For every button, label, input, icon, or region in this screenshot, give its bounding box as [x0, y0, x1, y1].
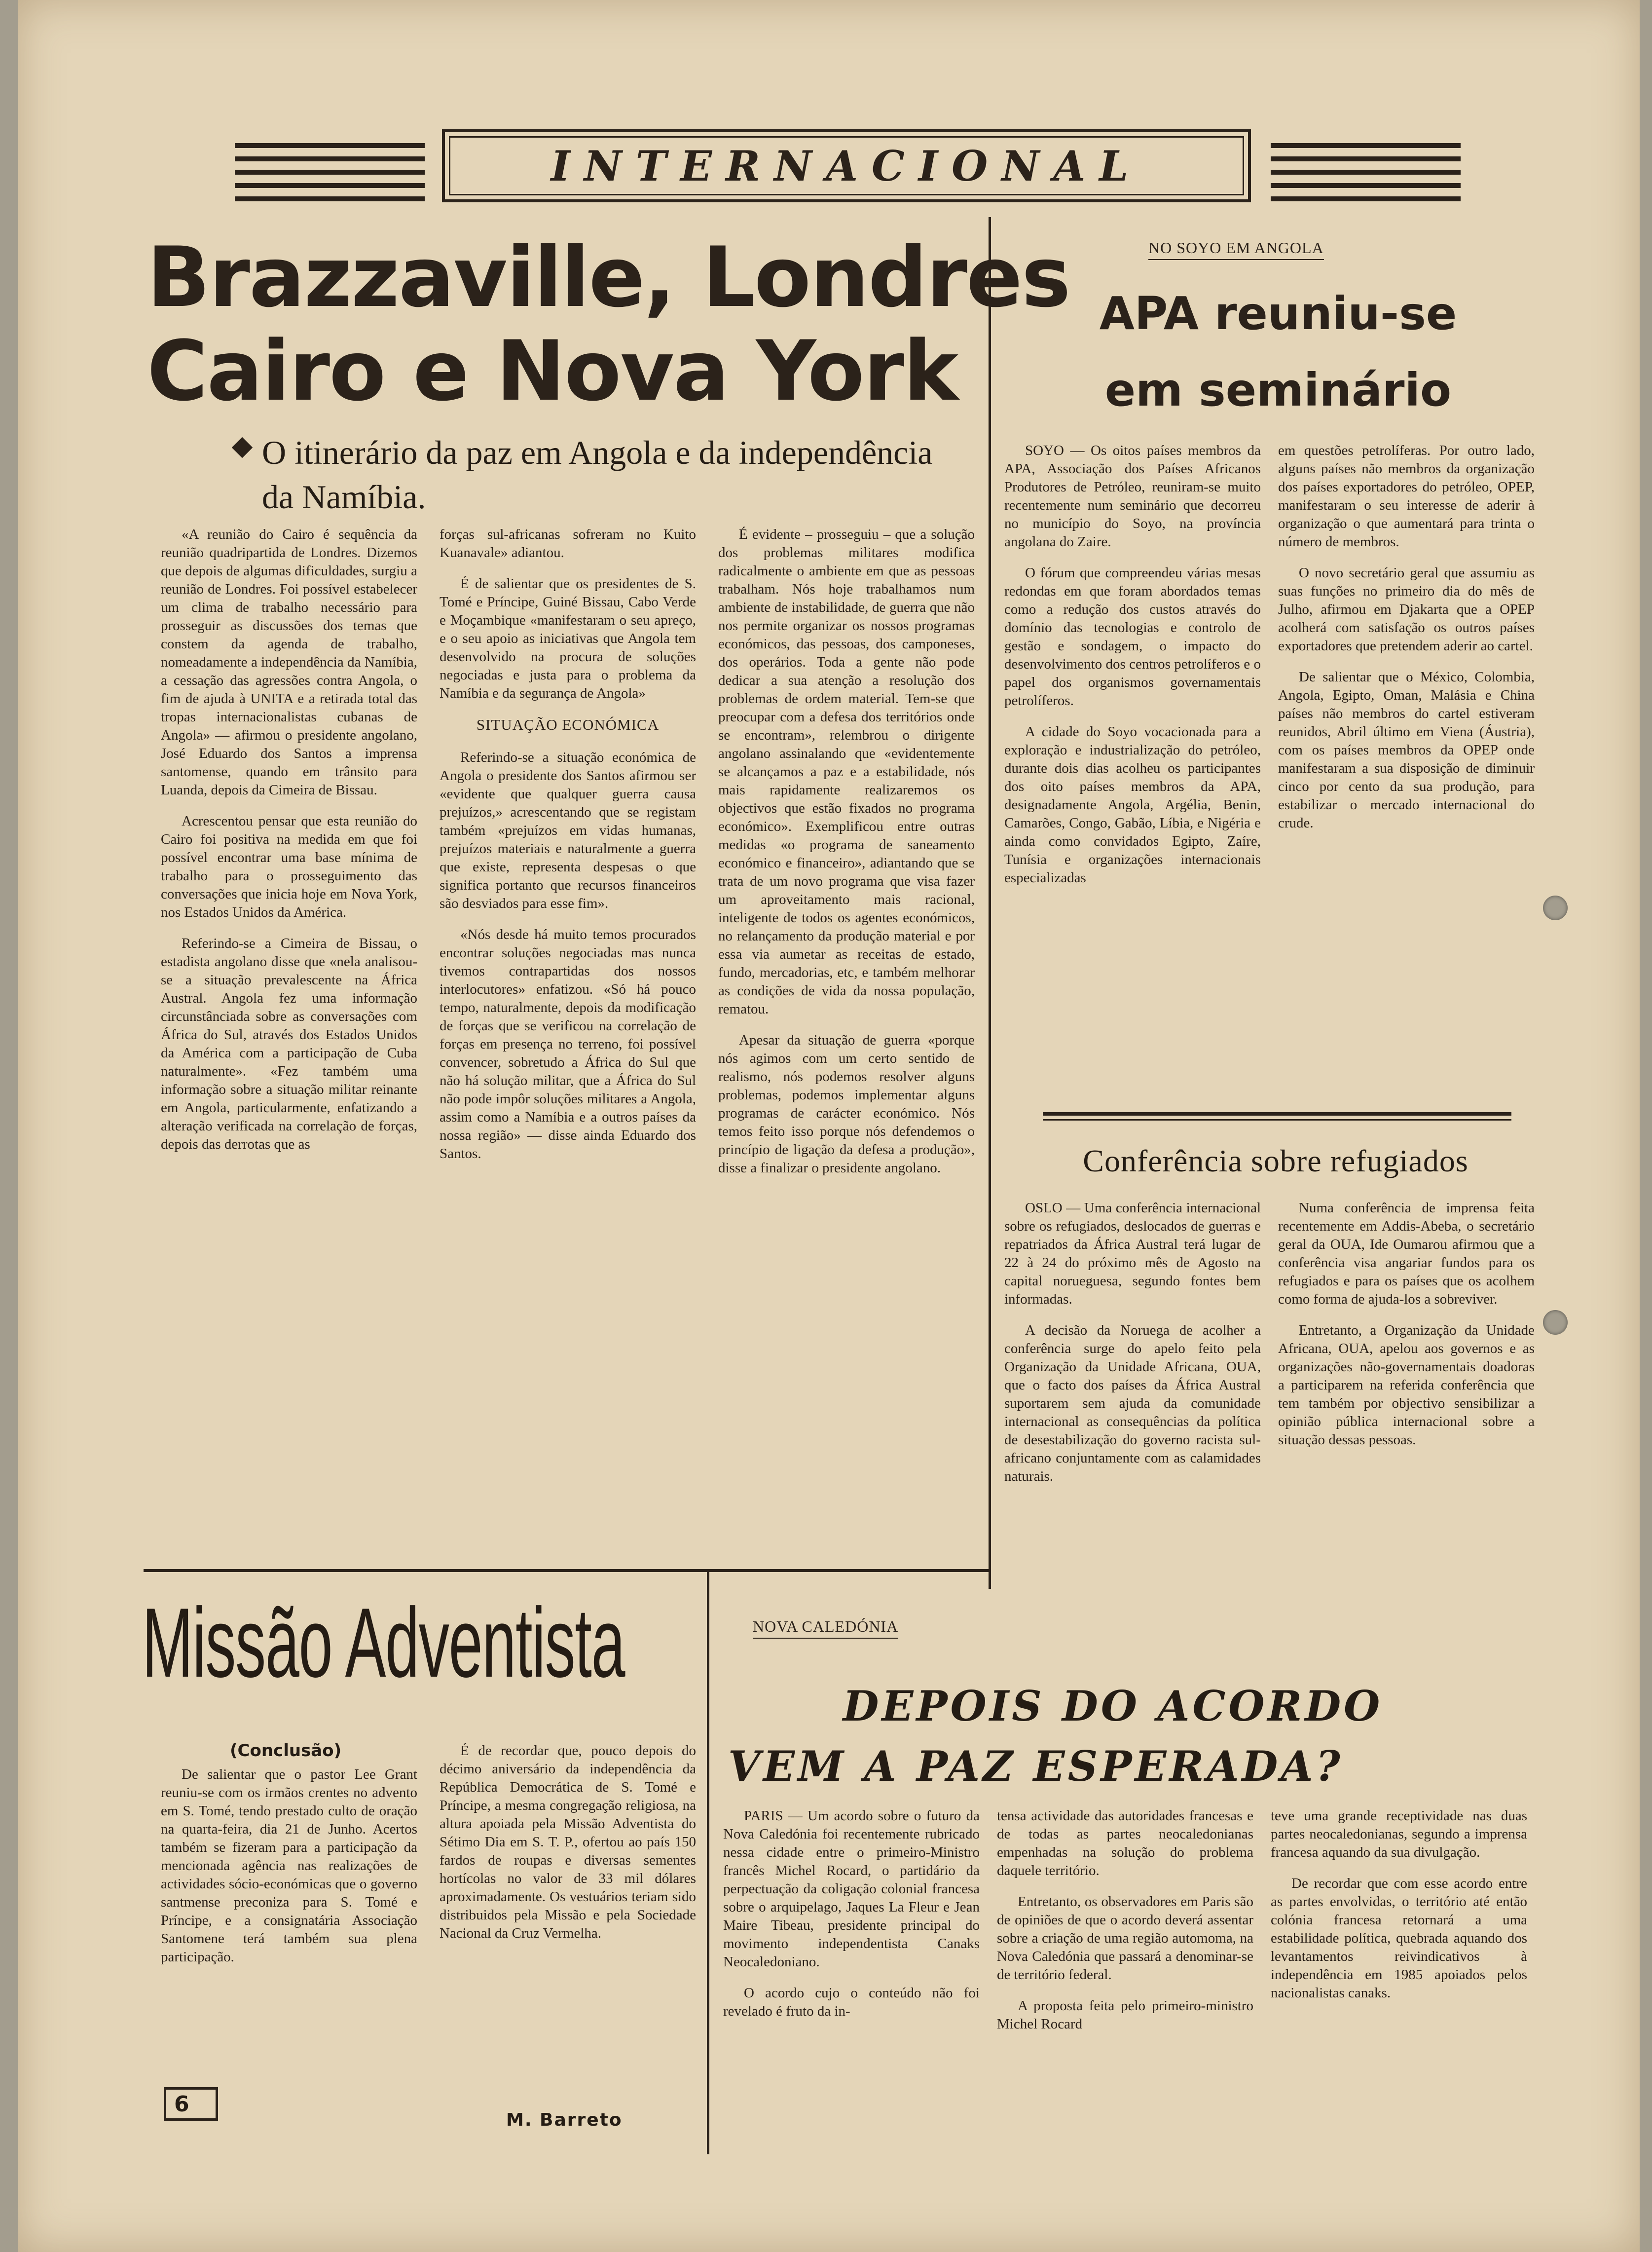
- page-number: 6: [164, 2087, 218, 2121]
- apa-c1-p2: O fórum que compreendeu várias mesas redondas em que foram abordados temas como a redução dos custos através do domínio das tecnologias e controlo de gestão e sondagem, o impacto do desenvolvimento dos centros petrolíferos e o papel dos organismos governamentais petrolíferos.: [1004, 565, 1261, 709]
- lead-c2-heading: SITUAÇÃO ECONÓMICA: [476, 716, 660, 733]
- ref-c1-p1: OSLO — Uma conferência internacional sobre os refugiados, deslocados de guerras e repatriados da África Austral terá lugar de 22 à 24 do próximo mês de Agosto na capital norueguesa, segundo fontes bem informadas.: [1004, 1200, 1261, 1307]
- lead-c2-p4: «Nós desde há muito temos procurados encontrar soluções negociadas mas nunca tivemos contrapartidas dos nossos interlocutores» enfatizou. «Só há pouco tempo, naturalmente, depois da modificação de forças que se verificou na correlação de forças em presença no terreno, foi possível convencer, sobretudo a África do Sul que não há solução militar, que a África do Sul não pode impôr soluções militares a Angola, assim como a Namíbia e a outros países da nossa região» — disse ainda Eduardo dos Santos.: [440, 927, 696, 1162]
- refugiados-headline: Conferência sobre refugiados: [1083, 1143, 1468, 1178]
- lead-c3-p1: É evidente – prosseguiu – que a solução dos problemas militares modifica radicalmente o ambiente em que as pessoas trabalham. Nós hoje trabalhamos num ambiente de instabilidade, de guerra que não nos permite organizar os nossos programas económicos, das pessoas, dos camponeses, dos operários. Toda a gente não pode dedicar a sua atenção a resolução dos problemas de ordem material. Tem-se que preocupar com a defesa dos territórios onde se encontram», relembrou o dirigente angolano assinalando que «evidentemente se alcançamos a paz e a estabilidade, nós mais rapidamente realizaremos os objectivos que estão fixados no programa económico». Exemplificou entre outras medidas «o programa de saneamento económico e financeiro», adiantando que se trata de um novo programa que visa fazer um aproveitamento mais racional, inteligente de todos os agentes económicos, no relançamento da produção material e por essa via aumetar as receitas de estado, fundo, mercadorias, etc, e também melhorar as condições de vida da nossa população, rematou.: [718, 526, 975, 1017]
- missao-subhead: (Conclusão): [230, 1741, 342, 1761]
- ref-c1-p2: A decisão da Noruega de acolher a conferência surge do apelo feito pela Organização da Unidade Africana, OUA, que o facto dos países da África Austral suportarem sem ajuda da comunidade internacional as consequências da política de desestabilização do governo racista sul-africano conjuntamente com as calamidades naturais.: [1004, 1322, 1261, 1484]
- lead-c2-p1: forças sul-africanas sofreram no Kuito Kuanavale» adiantou.: [440, 526, 696, 561]
- missao-column-2: [440, 1742, 696, 1955]
- lead-headline-line1: Brazzaville, Londres: [147, 229, 1070, 326]
- section-banner: [442, 129, 1251, 202]
- apa-column-1: [1004, 442, 1261, 900]
- ref-c2-p2: Entretanto, a Organização da Unidade Africana, OUA, apelou aos governos e as organizações não-governamentais doadoras a participarem na referida conferência que tem também por objectivo sensibilizar a opinião pública internacional sobre a situação dessas pessoas.: [1278, 1322, 1535, 1448]
- apa-column-2: [1278, 442, 1535, 845]
- lead-column-3: [718, 525, 975, 1190]
- apa-c1-p1: SOYO — Os oitos países membros da APA, Associação dos Países Africanos Produtores de Petróleo, reuniram-se muito recentemente num seminário que decorreu no município do Soyo, na província angolana do Zaire.: [1004, 443, 1261, 550]
- lead-column-2: [440, 525, 696, 1176]
- lead-c1-p1: «A reunião do Cairo é sequência da reunião quadripartida de Londres. Dizemos que depois de algumas dificuldades, surgiu a reunião de Londres. Foi possível estabelecer um clima de trabalho necessário para prosseguir as discussões dos temas que constem da agenda de trabalho, nomeadamente a independência da Namíbia, a cessação das agressões contra Angola, o fim de ajuda à UNITA e a retirada total das tropas internacionalistas cubanas de Angola» — afirmou o presidente angolano, José Eduardo dos Santos a imprensa santomense, quando em trânsito para Luanda, depois da Cimeira de Bissau.: [161, 526, 417, 798]
- apa-c2-p1: em questões petrolíferas. Por outro lado, alguns países não membros da organização dos países exportadores do petróleo, OPEP, manifestaram o seu interesse de aderir à organização o que aumentará para trinta o número de membros.: [1278, 443, 1535, 550]
- refugiados-column-2: [1278, 1199, 1535, 1462]
- lead-c2-p3: Referindo-se a situação económica de Angola o presidente dos Santos afirmou ser «evidente que qualquer guerra causa prejuízos,» acrescentando que se registam também «prejuízos em vidas humanas, prejuízos materiais e naturalmente a guerra que existe, representa despesas o que significa portanto que recursos financeiros são desviados para esse fim».: [440, 750, 696, 911]
- newspaper-page: [18, 0, 1640, 2252]
- cal-c3-p2: De recordar que com esse acordo entre as partes envolvidas, o território até então colónia francesa retornará a uma estabilidade política, quebrada aquando dos levantamentos reivindicativos à independência em 1985 apoiados pelos nacionalistas canaks.: [1271, 1876, 1527, 2001]
- cal-c2-p3: A proposta feita pelo primeiro-ministro Michel Rocard: [997, 1998, 1253, 2032]
- refugiados-column-1: [1004, 1199, 1261, 1499]
- lead-column-1: [161, 525, 417, 1166]
- apa-headline-line2: em seminário: [1104, 364, 1452, 416]
- missao-headline-box: [142, 1594, 704, 1702]
- lead-c1-p3: Referindo-se a Cimeira de Bissau, o estadista angolano disse que «nela analisou-se a situação prevalescente na África Austral. Angola fez uma informação circunstânciada sobre as conversações com África do Sul, através dos Estados Unidos da América com a participação de Cuba naturalmente». «Fez também uma informação sobre a situação militar reinante em Angola, particularmente, enfatizando a alteração verificada na correlação de forças, depois das derrotas que as: [161, 936, 417, 1152]
- apa-c1-p3: A cidade do Soyo vocacionada para a exploração e industrialização do petróleo, durante dois dias acolheu os participantes dos oito países membros da APA, designadamente Angola, Argélia, Benin, Camarões, Congo, Gabão, Líbia, e Nigéria e ainda como convidados Egipto, Zaíre, Tunísia e organizações internacionais especializadas: [1004, 724, 1261, 886]
- caledonia-column-2: [997, 1807, 1253, 2046]
- caledonia-headline-line2: VEM A PAZ ESPERADA?: [728, 1742, 1343, 1791]
- missao-column-1: [161, 1765, 417, 1979]
- apa-headline-line1: APA reuniu-se: [1099, 287, 1457, 340]
- punch-hole-icon: [1543, 896, 1568, 920]
- bullet-icon: [232, 437, 253, 458]
- caledonia-kicker: NOVA CALEDÓNIA: [753, 1617, 898, 1639]
- punch-hole-icon: [1543, 1310, 1568, 1335]
- column-rule-bottom: [707, 1572, 709, 2154]
- apa-c2-p3: De salientar que o México, Colombia, Angola, Egipto, Oman, Malásia e China países não membros do cartel estiveram reunidos, Abril último em Viena (Áustria), com os países membros da OPEP onde manifestaram a sua disposição de diminuir cinco por cento da sua produção, para estabilizar o mercado internacional do crude.: [1278, 669, 1535, 831]
- ref-c2-p1: Numa conferência de imprensa feita recentemente em Addis-Abeba, o secretário geral da OUA, Ide Oumarou afirmou que a conferência visa angariar fundos para os refugiados e para os países que os acolhem como forma de ajuda-los a sobreviver.: [1278, 1200, 1535, 1307]
- missao-c2-p1: É de recordar que, pouco depois do décimo aniversário da independência da República Democrática de S. Tomé e Príncipe, a mesma congregação religiosa, na altura apoiada pela Missão Adventista do Sétimo Dia em S. T. P., ofertou ao país 150 fardos de roupas e diversas sementes hortícolas no valor de 33 mil dólares aproximadamente. Os vestuários teriam sido distribuidos pela Missão e pela Sociedade Nacional da Cruz Vermelha.: [440, 1743, 696, 1941]
- banner-rule-right: [1271, 143, 1461, 201]
- cal-c1-p1: PARIS — Um acordo sobre o futuro da Nova Caledónia foi recentemente rubricado nessa cidade entre o primeiro-Ministro francês Michel Rocard, o partidário da perpectuação da coligação colonial francesa sobre o arquipelago, Jaques La Fleur e Jean Maire Tibeau, presidente principal do movimento independentista Canaks Neocaledoniano.: [723, 1808, 980, 1970]
- column-rule-main: [989, 217, 991, 1589]
- apa-kicker: NO SOYO EM ANGOLA: [1148, 239, 1324, 260]
- banner-rule-left: [235, 143, 425, 201]
- apa-c2-p2: O novo secretário geral que assumiu as suas funções no primeiro dia do mês de Julho, afirmou em Djakarta que a OPEP acolherá com satisfação os outros países exportadores que pretendem aderir ao cartel.: [1278, 565, 1535, 654]
- lead-c2-p2: É de salientar que os presidentes de S. Tomé e Príncipe, Guiné Bissau, Cabo Verde e Moçambique «manifestaram o seu apreço, e o seu apoio as iniciativas que Angola tem desenvolvido na procura de soluções negociadas e justa para o problema da Namíbia e da segurança de Angola»: [440, 576, 696, 701]
- rule-apa-bottom: [1043, 1112, 1511, 1116]
- rule-lead-bottom: [144, 1569, 989, 1572]
- cal-c3-p1: teve uma grande receptividade nas duas partes neocaledonianas, segundo a imprensa francesa aquando da sua divulgação.: [1271, 1808, 1527, 1860]
- lead-c1-p2: Acrescentou pensar que esta reunião do Cairo foi positiva na medida em que foi possível encontrar uma base mínima de trabalho para o prosseguimento das conversações que inicia hoje em Nova York, nos Estados Unidos da América.: [161, 813, 417, 920]
- missao-c1-p1: De salientar que o pastor Lee Grant reuniu-se com os irmãos crentes no advento em S. Tomé, tendo prestado culto de oração na quarta-feira, dia 21 de Junho. Acertos também se fizeram para a participação da mencionada agência nas realizações de actividades sócio-económicas que o governo santmense preconiza para S. Tomé e Príncipe, e a consignatária Associação Santomene terá também sua plena participação.: [161, 1766, 417, 1965]
- caledonia-headline-line1: DEPOIS DO ACORDO: [843, 1682, 1383, 1730]
- rule-apa-bottom-thin: [1043, 1119, 1511, 1121]
- missao-signature: M. Barreto: [506, 2110, 623, 2130]
- caledonia-column-3: [1271, 1807, 1527, 2015]
- missao-headline: Missão Adventista: [142, 1594, 625, 1698]
- cal-c2-p1: tensa actividade das autoridades francesas e de todas as partes neocaledonianas empenhadas na solução do problema daquele território.: [997, 1808, 1253, 1878]
- cal-c1-p2: O acordo cujo o conteúdo não foi revelado é fruto da in-: [723, 1985, 980, 2019]
- lead-headline-line2: Cairo e Nova York: [147, 323, 958, 419]
- lead-subheadline: O itinerário da paz em Angola e da independência da Namíbia.: [262, 434, 933, 516]
- cal-c2-p2: Entretanto, os observadores em Paris são de opiniões de que o acordo deverá assentar sobre a criação de uma região automoma, na Nova Caledónia que passará a denominar-se de território federal.: [997, 1894, 1253, 1983]
- lead-c3-p2: Apesar da situação de guerra «porque nós agimos com um certo sentido de realismo, nós podemos resolver alguns problemas, podemos implementar alguns programas de carácter económico. Nós temos feito isso porque nós defendemos o princípio de ligação da defesa a produção», disse a finalizar o presidente angolano.: [718, 1032, 975, 1176]
- caledonia-column-1: [723, 1807, 980, 2033]
- section-title: INTERNACIONAL: [449, 136, 1244, 195]
